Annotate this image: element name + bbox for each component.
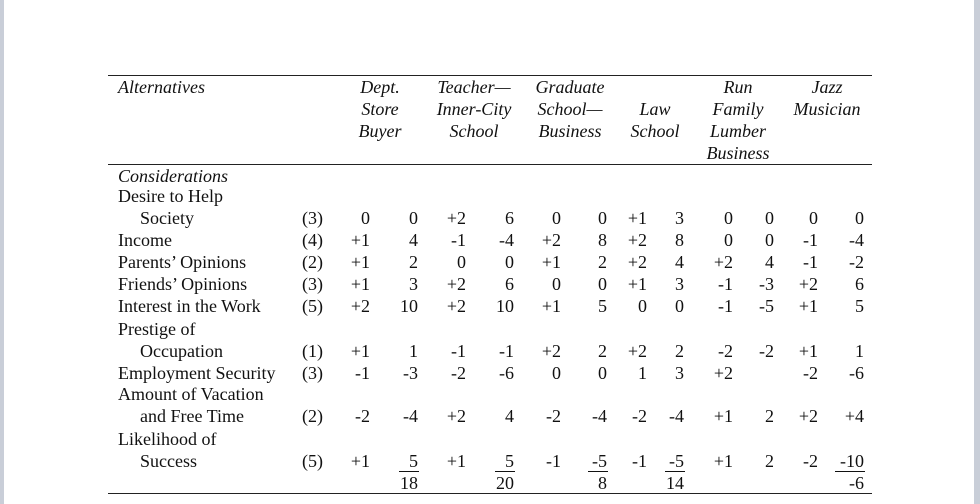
column-header-line: Business (538, 121, 602, 141)
table-cell: -2 (632, 406, 647, 426)
column-header-line: Buyer (358, 121, 402, 141)
table-cell: 6 (505, 274, 514, 294)
table-cell: -5 (669, 451, 684, 471)
table-cell: +1 (446, 451, 466, 471)
table-cell: 0 (724, 230, 733, 250)
column-header-line: Business (706, 143, 770, 163)
table-cell: 4 (505, 406, 514, 426)
column-header-line: Run (723, 77, 753, 97)
table-cell: 0 (765, 230, 774, 250)
column-total: 18 (400, 473, 418, 493)
table-cell: 3 (675, 363, 684, 383)
table-cell: -1 (803, 252, 818, 272)
table-cell: +1 (627, 274, 647, 294)
table-cell: 5 (409, 451, 418, 471)
table-cell: +1 (713, 451, 733, 471)
table-cell: 10 (400, 296, 418, 316)
window-left-border (0, 0, 4, 504)
table-cell: 5 (855, 296, 864, 316)
table-cell: -1 (499, 341, 514, 361)
table-cell: +1 (350, 274, 370, 294)
table-cell: 2 (765, 451, 774, 471)
table-cell: 0 (598, 363, 607, 383)
table-cell: 2 (598, 252, 607, 272)
column-header-line: Family (712, 99, 764, 119)
column-header-line: Inner-City (436, 99, 512, 119)
row-label: Amount of Vacation (118, 384, 264, 404)
table-cell: +2 (627, 341, 647, 361)
row-weight: (2) (302, 252, 323, 272)
row-label: Likelihood of (118, 429, 217, 449)
table-cell: +2 (541, 230, 561, 250)
table-cell: +1 (350, 252, 370, 272)
table-cell: 0 (552, 363, 561, 383)
table-cell: -4 (669, 406, 684, 426)
table-cell: +1 (713, 406, 733, 426)
table-cell: -2 (718, 341, 733, 361)
column-total: 8 (598, 473, 607, 493)
table-cell: 2 (409, 252, 418, 272)
table-cell: 0 (724, 208, 733, 228)
table-cell: -2 (546, 406, 561, 426)
column-total: -6 (849, 473, 864, 493)
row-weight: (4) (302, 230, 323, 250)
table-cell: -5 (592, 451, 607, 471)
table-cell: +2 (713, 252, 733, 272)
table-cell: +2 (627, 252, 647, 272)
table-cell: 3 (675, 274, 684, 294)
table-cell: 6 (505, 208, 514, 228)
column-header-line: Musician (793, 99, 861, 119)
table-cell: 0 (552, 274, 561, 294)
table-cell: 0 (809, 208, 818, 228)
row-label: Prestige of (118, 319, 196, 339)
table-cell: +2 (446, 274, 466, 294)
row-label: Interest in the Work (118, 296, 261, 316)
considerations-label: Considerations (118, 166, 229, 186)
row-weight: (5) (302, 451, 323, 471)
table-cell: 3 (675, 208, 684, 228)
column-header-line: Lumber (709, 121, 766, 141)
table-cell: +1 (798, 341, 818, 361)
table-cell: -2 (803, 451, 818, 471)
table-cell: 5 (598, 296, 607, 316)
table-cell: 0 (409, 208, 418, 228)
table-cell: 0 (765, 208, 774, 228)
table-cell: -5 (759, 296, 774, 316)
row-weight: (5) (302, 296, 323, 316)
column-header-line: Teacher— (437, 77, 511, 97)
table-cell: +1 (350, 451, 370, 471)
window-right-border (974, 0, 980, 504)
alternatives-label: Alternatives (118, 77, 205, 97)
table-cell: +1 (541, 252, 561, 272)
row-label: and Free Time (140, 406, 245, 426)
table-cell: +1 (627, 208, 647, 228)
table-cell: -1 (718, 296, 733, 316)
table-cell: 1 (638, 363, 647, 383)
column-header-line: Dept. (360, 77, 400, 97)
row-label: Friends’ Opinions (118, 274, 248, 294)
column-header-line: School— (537, 99, 603, 119)
row-weight: (3) (302, 208, 323, 228)
table-cell: -10 (840, 451, 864, 471)
table-cell: 8 (598, 230, 607, 250)
row-label: Desire to Help (118, 186, 223, 206)
row-label: Parents’ Opinions (118, 252, 247, 272)
table-cell: 1 (409, 341, 418, 361)
column-header-line: Law (639, 99, 671, 119)
column-header-line: Store (361, 99, 399, 119)
table-cell: -3 (759, 274, 774, 294)
table-cell: +2 (798, 274, 818, 294)
table-cell: +1 (350, 341, 370, 361)
table-cell: 6 (855, 274, 864, 294)
table-cell: 0 (457, 252, 466, 272)
row-label: Occupation (140, 341, 223, 361)
table-cell: 8 (675, 230, 684, 250)
table-cell: 4 (675, 252, 684, 272)
table-cell: 2 (598, 341, 607, 361)
table-cell: +2 (446, 406, 466, 426)
table-cell: +1 (350, 230, 370, 250)
column-header-line: School (449, 121, 499, 141)
table-cell: -2 (849, 252, 864, 272)
table-cell: +2 (446, 296, 466, 316)
table-cell: -4 (849, 230, 864, 250)
table-cell: 10 (496, 296, 514, 316)
table-cell: 2 (675, 341, 684, 361)
table-cell: 4 (765, 252, 774, 272)
table-cell: -1 (355, 363, 370, 383)
column-header-line: Jazz (811, 77, 843, 97)
table-cell: 3 (409, 274, 418, 294)
table-cell: -3 (403, 363, 418, 383)
row-label: Income (118, 230, 172, 250)
row-label: Employment Security (118, 363, 276, 383)
table-cell: -2 (451, 363, 466, 383)
table-cell: -1 (451, 341, 466, 361)
table-cell: 0 (505, 252, 514, 272)
table-cell: +2 (627, 230, 647, 250)
table-cell: +2 (446, 208, 466, 228)
table-cell: 0 (361, 208, 370, 228)
table-cell: 0 (598, 274, 607, 294)
table-cell: +2 (798, 406, 818, 426)
table-cell: -2 (803, 363, 818, 383)
column-total: 20 (496, 473, 514, 493)
table-cell: -6 (849, 363, 864, 383)
table-cell: -1 (803, 230, 818, 250)
table-cell: +2 (350, 296, 370, 316)
row-weight: (3) (302, 274, 323, 294)
table-cell: +1 (798, 296, 818, 316)
column-header-line: School (630, 121, 680, 141)
table-cell: -1 (632, 451, 647, 471)
table-cell: +1 (541, 296, 561, 316)
table-cell: 4 (409, 230, 418, 250)
column-header-line: Graduate (535, 77, 605, 97)
table-cell: -1 (718, 274, 733, 294)
table-cell: 0 (552, 208, 561, 228)
table-cell: -4 (403, 406, 418, 426)
table-cell: +4 (844, 406, 864, 426)
column-total: 14 (666, 473, 684, 493)
row-weight: (3) (302, 363, 323, 383)
table-cell: -2 (355, 406, 370, 426)
table-cell: 1 (855, 341, 864, 361)
row-label: Society (140, 208, 194, 228)
table-cell: 0 (855, 208, 864, 228)
table-cell: 0 (598, 208, 607, 228)
table-cell: +2 (713, 363, 733, 383)
row-weight: (2) (302, 406, 323, 426)
table-cell: 0 (675, 296, 684, 316)
table-cell: 0 (638, 296, 647, 316)
table-cell: 5 (505, 451, 514, 471)
table-cell: -4 (499, 230, 514, 250)
table-cell: -4 (592, 406, 607, 426)
table-cell: -2 (759, 341, 774, 361)
row-weight: (1) (302, 341, 323, 361)
row-label: Success (140, 451, 197, 471)
table-cell: 2 (765, 406, 774, 426)
table-cell: +2 (541, 341, 561, 361)
table-cell: -1 (546, 451, 561, 471)
table-cell: -1 (451, 230, 466, 250)
table-cell: -6 (499, 363, 514, 383)
